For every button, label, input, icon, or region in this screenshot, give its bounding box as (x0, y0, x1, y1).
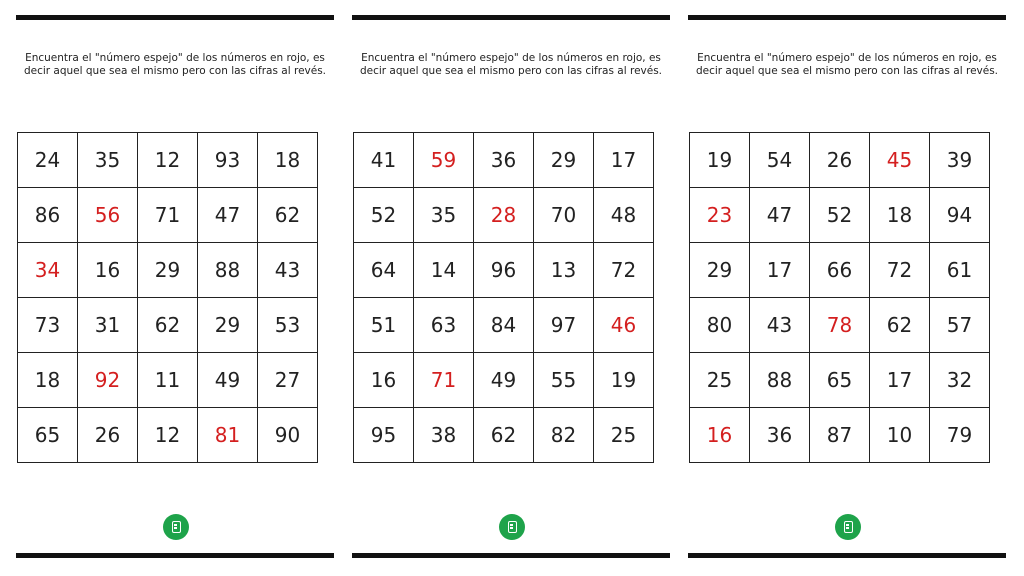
book-logo-icon (163, 514, 189, 540)
number-cell: 62 (258, 188, 318, 243)
number-cell: 43 (258, 243, 318, 298)
number-grid (17, 132, 318, 463)
book-logo-icon (499, 514, 525, 540)
worksheet-card (688, 0, 1006, 576)
red-number-cell: 81 (198, 408, 258, 463)
number-cell: 43 (750, 298, 810, 353)
number-cell: 41 (354, 133, 414, 188)
number-cell: 72 (594, 243, 654, 298)
number-cell: 32 (930, 353, 990, 408)
number-cell: 86 (18, 188, 78, 243)
number-cell: 66 (810, 243, 870, 298)
number-cell: 54 (750, 133, 810, 188)
number-cell: 95 (354, 408, 414, 463)
number-cell: 84 (474, 298, 534, 353)
number-cell: 57 (930, 298, 990, 353)
number-cell: 18 (258, 133, 318, 188)
number-cell: 31 (78, 298, 138, 353)
number-cell: 26 (810, 133, 870, 188)
bottom-rule (688, 553, 1006, 558)
number-grid (353, 132, 654, 463)
number-cell: 72 (870, 243, 930, 298)
number-cell: 55 (534, 353, 594, 408)
top-rule (352, 15, 670, 20)
red-number-cell: 92 (78, 353, 138, 408)
number-cell: 12 (138, 408, 198, 463)
number-cell: 35 (414, 188, 474, 243)
number-cell: 12 (138, 133, 198, 188)
number-cell: 29 (690, 243, 750, 298)
number-cell: 17 (870, 353, 930, 408)
number-cell: 88 (198, 243, 258, 298)
red-number-cell: 46 (594, 298, 654, 353)
number-cell: 62 (870, 298, 930, 353)
red-number-cell: 23 (690, 188, 750, 243)
number-cell: 47 (750, 188, 810, 243)
bottom-rule (16, 553, 334, 558)
number-cell: 47 (198, 188, 258, 243)
number-cell: 65 (810, 353, 870, 408)
number-cell: 27 (258, 353, 318, 408)
number-cell: 38 (414, 408, 474, 463)
number-cell: 11 (138, 353, 198, 408)
number-cell: 18 (870, 188, 930, 243)
number-cell: 26 (78, 408, 138, 463)
number-cell: 19 (594, 353, 654, 408)
red-number-cell: 56 (78, 188, 138, 243)
number-cell: 53 (258, 298, 318, 353)
number-cell: 16 (354, 353, 414, 408)
bottom-rule (352, 553, 670, 558)
number-cell: 13 (534, 243, 594, 298)
number-cell: 65 (18, 408, 78, 463)
number-cell: 29 (138, 243, 198, 298)
number-cell: 73 (18, 298, 78, 353)
number-cell: 35 (78, 133, 138, 188)
top-rule (16, 15, 334, 20)
red-number-cell: 45 (870, 133, 930, 188)
number-cell: 80 (690, 298, 750, 353)
number-cell: 24 (18, 133, 78, 188)
number-cell: 96 (474, 243, 534, 298)
number-cell: 94 (930, 188, 990, 243)
number-cell: 61 (930, 243, 990, 298)
number-cell: 79 (930, 408, 990, 463)
red-number-cell: 16 (690, 408, 750, 463)
number-cell: 36 (474, 133, 534, 188)
worksheet-card (16, 0, 334, 576)
number-cell: 87 (810, 408, 870, 463)
number-cell: 64 (354, 243, 414, 298)
number-cell: 88 (750, 353, 810, 408)
top-rule (688, 15, 1006, 20)
number-cell: 97 (534, 298, 594, 353)
book-logo-icon (835, 514, 861, 540)
number-cell: 82 (534, 408, 594, 463)
number-cell: 62 (138, 298, 198, 353)
number-cell: 17 (750, 243, 810, 298)
number-cell: 48 (594, 188, 654, 243)
number-cell: 90 (258, 408, 318, 463)
number-cell: 49 (198, 353, 258, 408)
number-cell: 52 (354, 188, 414, 243)
instructions-text: Encuentra el "número espejo" de los números en rojo, es decir aquel que sea el mismo pero con las cifras al revés. (695, 52, 999, 77)
number-cell: 70 (534, 188, 594, 243)
number-cell: 10 (870, 408, 930, 463)
number-cell: 62 (474, 408, 534, 463)
number-cell: 49 (474, 353, 534, 408)
number-cell: 16 (78, 243, 138, 298)
number-cell: 71 (138, 188, 198, 243)
instructions-text: Encuentra el "número espejo" de los números en rojo, es decir aquel que sea el mismo pero con las cifras al revés. (359, 52, 663, 77)
number-grid (689, 132, 990, 463)
number-cell: 93 (198, 133, 258, 188)
number-cell: 36 (750, 408, 810, 463)
number-cell: 25 (690, 353, 750, 408)
instructions-text: Encuentra el "número espejo" de los números en rojo, es decir aquel que sea el mismo pero con las cifras al revés. (23, 52, 327, 77)
number-cell: 52 (810, 188, 870, 243)
number-cell: 63 (414, 298, 474, 353)
number-cell: 14 (414, 243, 474, 298)
number-cell: 29 (198, 298, 258, 353)
red-number-cell: 78 (810, 298, 870, 353)
red-number-cell: 34 (18, 243, 78, 298)
number-cell: 39 (930, 133, 990, 188)
number-cell: 25 (594, 408, 654, 463)
number-cell: 29 (534, 133, 594, 188)
red-number-cell: 28 (474, 188, 534, 243)
number-cell: 18 (18, 353, 78, 408)
number-cell: 51 (354, 298, 414, 353)
red-number-cell: 71 (414, 353, 474, 408)
red-number-cell: 59 (414, 133, 474, 188)
worksheet-card (352, 0, 670, 576)
number-cell: 17 (594, 133, 654, 188)
number-cell: 19 (690, 133, 750, 188)
